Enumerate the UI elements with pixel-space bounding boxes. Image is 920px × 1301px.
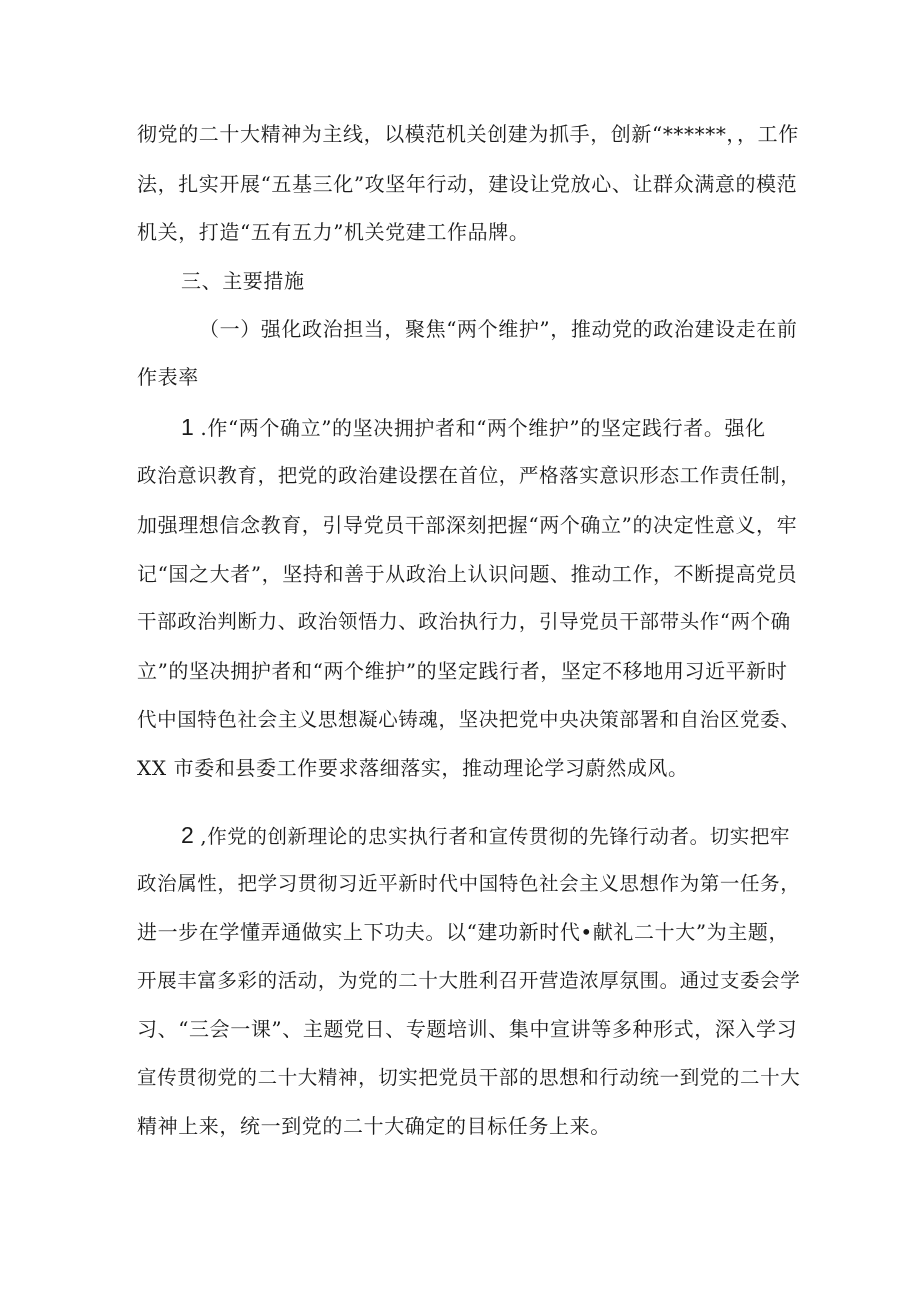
paragraph-line: 干部政治判断力、政治领悟力、政治执行力，引导党员干部带头作“两个确 xyxy=(137,610,791,633)
paragraph-line: 法，扎实开展“五基三化”攻坚年行动，建设让党放心、让群众满意的模范 xyxy=(137,172,798,196)
paragraph-line: 政治属性，把学习贯彻习近平新时代中国特色社会主义思想作为第一任务， xyxy=(137,872,801,895)
paragraph-line: 代中国特色社会主义思想凝心铸魂，坚决把党中央决策部署和自治区党委、 xyxy=(137,708,801,731)
list-item-text: .作“两个确立”的坚决拥护者和“两个维护”的坚定践行者。强化 xyxy=(200,416,766,440)
subheading-line: （一）强化政治担当，聚焦“两个维护”，推动党的政治建设走在前 xyxy=(199,317,798,341)
paragraph-line: 开展丰富多彩的活动，为党的二十大胜利召开营造浓厚氛围。通过支委会学 xyxy=(137,969,801,992)
paragraph-line: 习、“三会一课”、主题党日、专题培训、集中宣讲等多种形式，深入学习 xyxy=(137,1017,798,1041)
paragraph-line: 加强理想信念教育，引导党员干部深刻把握“两个确立”的决定性意义，牢 xyxy=(137,513,798,537)
paragraph-line: XX 市委和县委工作要求落细落实，推动理论学习蔚然成风。 xyxy=(137,756,689,780)
paragraph-line: 进一步在学懂弄通做实上下功夫。以“建功新时代•献礼二十大”为主题， xyxy=(137,920,790,944)
paragraph-line: 记“国之大者”，坚持和善于从政治上认识问题、推动工作，不断提高党员 xyxy=(137,562,798,586)
list-item-1-first-line xyxy=(181,414,766,441)
paragraph-line: 立”的坚决拥护者和“两个维护”的坚定践行者，坚定不移地用习近平新时 xyxy=(137,659,788,683)
list-item-number: 2 xyxy=(181,822,195,848)
list-item-2-first-line xyxy=(181,822,790,850)
paragraph-line: 政治意识教育，把党的政治建设摆在首位，严格落实意识形态工作责任制， xyxy=(137,464,801,487)
paragraph-line: 机关，打造“五有五力”机关党建工作品牌。 xyxy=(137,220,530,244)
paragraph-line: 彻党的二十大精神为主线，以模范机关创建为抓手，创新“******，，工作 xyxy=(137,122,799,146)
list-item-number: 1 xyxy=(181,414,195,440)
paragraph-line: 精神上来，统一到党的二十大确定的目标任务上来。 xyxy=(137,1114,611,1138)
paragraph-line: 宣传贯彻党的二十大精神，切实把党员干部的思想和行动统一到党的二十大 xyxy=(137,1066,801,1089)
list-item-text: ,作党的创新理论的忠实执行者和宣传贯彻的先锋行动者。切实把牢 xyxy=(200,825,791,848)
subheading-line: 作表率 xyxy=(137,365,199,389)
section-heading: 三、主要措施 xyxy=(181,269,305,293)
